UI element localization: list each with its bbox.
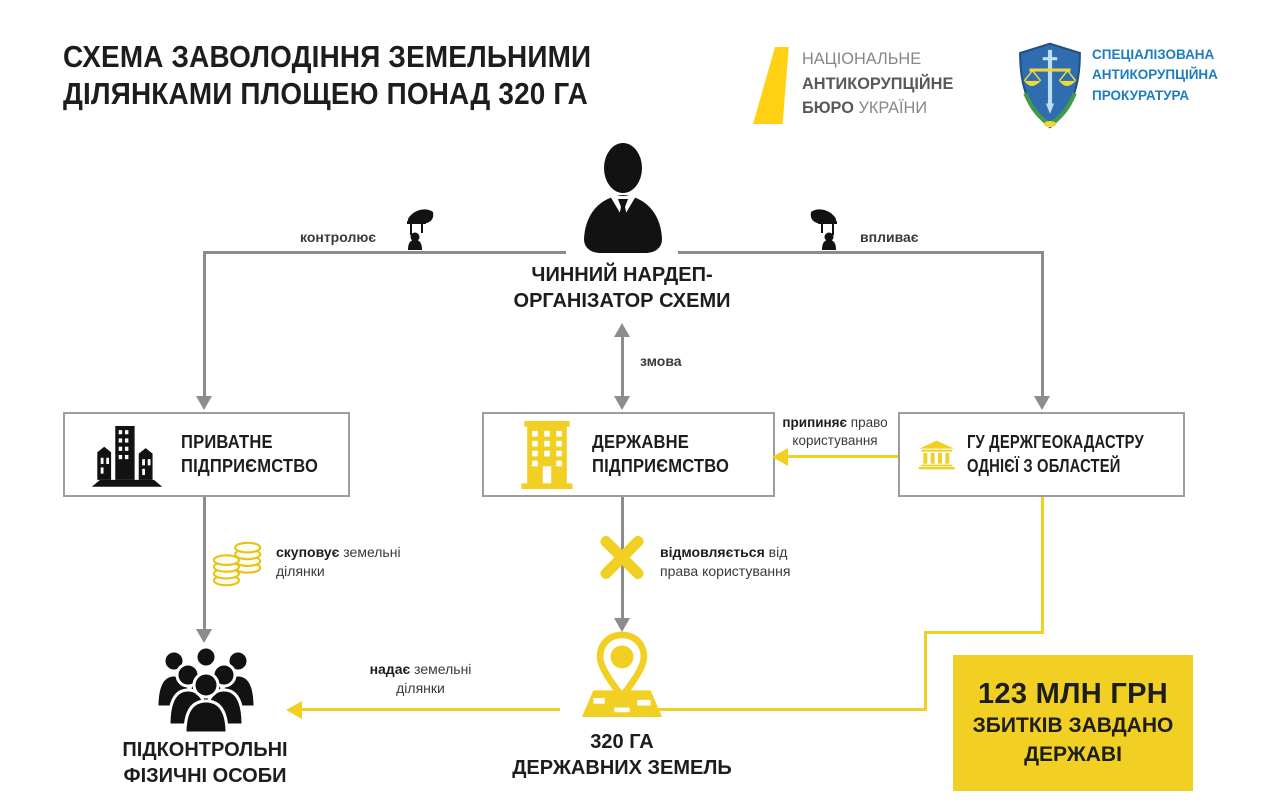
arrowhead-to-geocadastre [1034,396,1050,410]
edge-conspiracy-line [621,336,624,398]
nabu-line1: НАЦІОНАЛЬНЕ [802,49,922,68]
buildings-icon [89,423,165,487]
sap-line2: АНТИКОРУПЦІЙНА [1092,67,1218,83]
office-building-icon [518,421,576,489]
edge-buys-label: скуповує земельні ділянки [276,544,401,579]
arrowhead-to-state [614,396,630,410]
edge-influences-line-vertical [1041,251,1044,397]
yellow-path-segment-2 [924,631,1044,634]
coins-icon [210,539,266,589]
yellow-path-segment-4 [658,708,927,711]
nabu-logo-text [802,47,953,121]
node-private-enterprise-label: ПРИВАТНЕ ПІДПРИЄМСТВО [181,432,319,476]
yellow-path-segment-1 [1041,497,1044,634]
land-label: 320 ГА ДЕРЖАВНИХ ЗЕМЕЛЬ [512,731,732,780]
node-state-enterprise-label: ДЕРЖАВНЕ ПІДПРИЄМСТВО [592,432,730,476]
organizer-label: ЧИННИЙ НАРДЕП- ОРГАНІЗАТОР СХЕМИ [513,264,731,313]
crowd-icon [146,645,266,733]
bank-building-icon [918,425,955,485]
edge-provides-line [300,708,560,711]
sap-line3: ПРОКУРАТУРА [1092,87,1190,103]
edge-influences-label: впливає [860,229,919,245]
edge-provides-label: надає земельні ділянки [369,661,472,696]
map-pin-icon [580,630,664,722]
x-mark-icon [597,532,647,582]
sap-emblem-icon [1016,41,1084,131]
puppet-hand-icon [394,209,434,251]
edge-buys-line [203,497,206,630]
sap-line1: СПЕЦІАЛІЗОВАНА [1092,47,1215,62]
edge-conspiracy-label: змова [640,353,682,369]
damages-line3: ДЕРЖАВІ [1024,742,1122,766]
arrowhead-to-private [196,396,212,410]
page-title [63,38,591,112]
edge-controls-line [204,251,566,254]
edge-controls-line-vertical [203,251,206,397]
edge-terminates-line [786,455,898,458]
edge-influences-line [678,251,1044,254]
edge-refuses-label: відмовляється від права користування [660,544,791,579]
person-silhouette-icon [577,143,669,255]
damages-callout [953,655,1193,791]
node-geocadastre-label: ГУ ДЕРЖГЕОКАДАСТРУ ОДНІЄЇ З ОБЛАСТЕЙ [967,432,1145,476]
yellow-path-segment-3 [924,631,927,711]
arrowhead-terminates [772,448,788,466]
puppet-hand-icon [810,209,850,251]
arrowhead-to-organizer [614,323,630,337]
node-geocadastre [898,412,1185,497]
nabu-logo-wedge-icon [753,47,791,124]
arrowhead-provides [286,701,302,719]
edge-controls-label: контролює [300,229,377,245]
edge-terminates-label: припиняє право користування [782,415,888,449]
node-private-enterprise [63,412,350,497]
sap-logo-text [1092,45,1218,106]
page-title-line2: ДІЛЯНКАМИ ПЛОЩЕЮ ПОНАД 320 ГА [63,76,588,112]
damages-amount: 123 МЛН ГРН [978,678,1168,711]
damages-line2: ЗБИТКІВ ЗАВДАНО [972,714,1174,738]
arrowhead-to-people [196,629,212,643]
page-title-line1: СХЕМА ЗАВОЛОДІННЯ ЗЕМЕЛЬНИМИ [63,39,592,74]
nabu-line2: АНТИКОРУПЦІЙНЕ [802,73,954,93]
nabu-line3: БЮРО УКРАЇНИ [802,98,928,118]
node-state-enterprise [482,412,775,497]
people-label: ПІДКОНТРОЛЬНІ ФІЗИЧНІ ОСОБИ [122,739,288,788]
